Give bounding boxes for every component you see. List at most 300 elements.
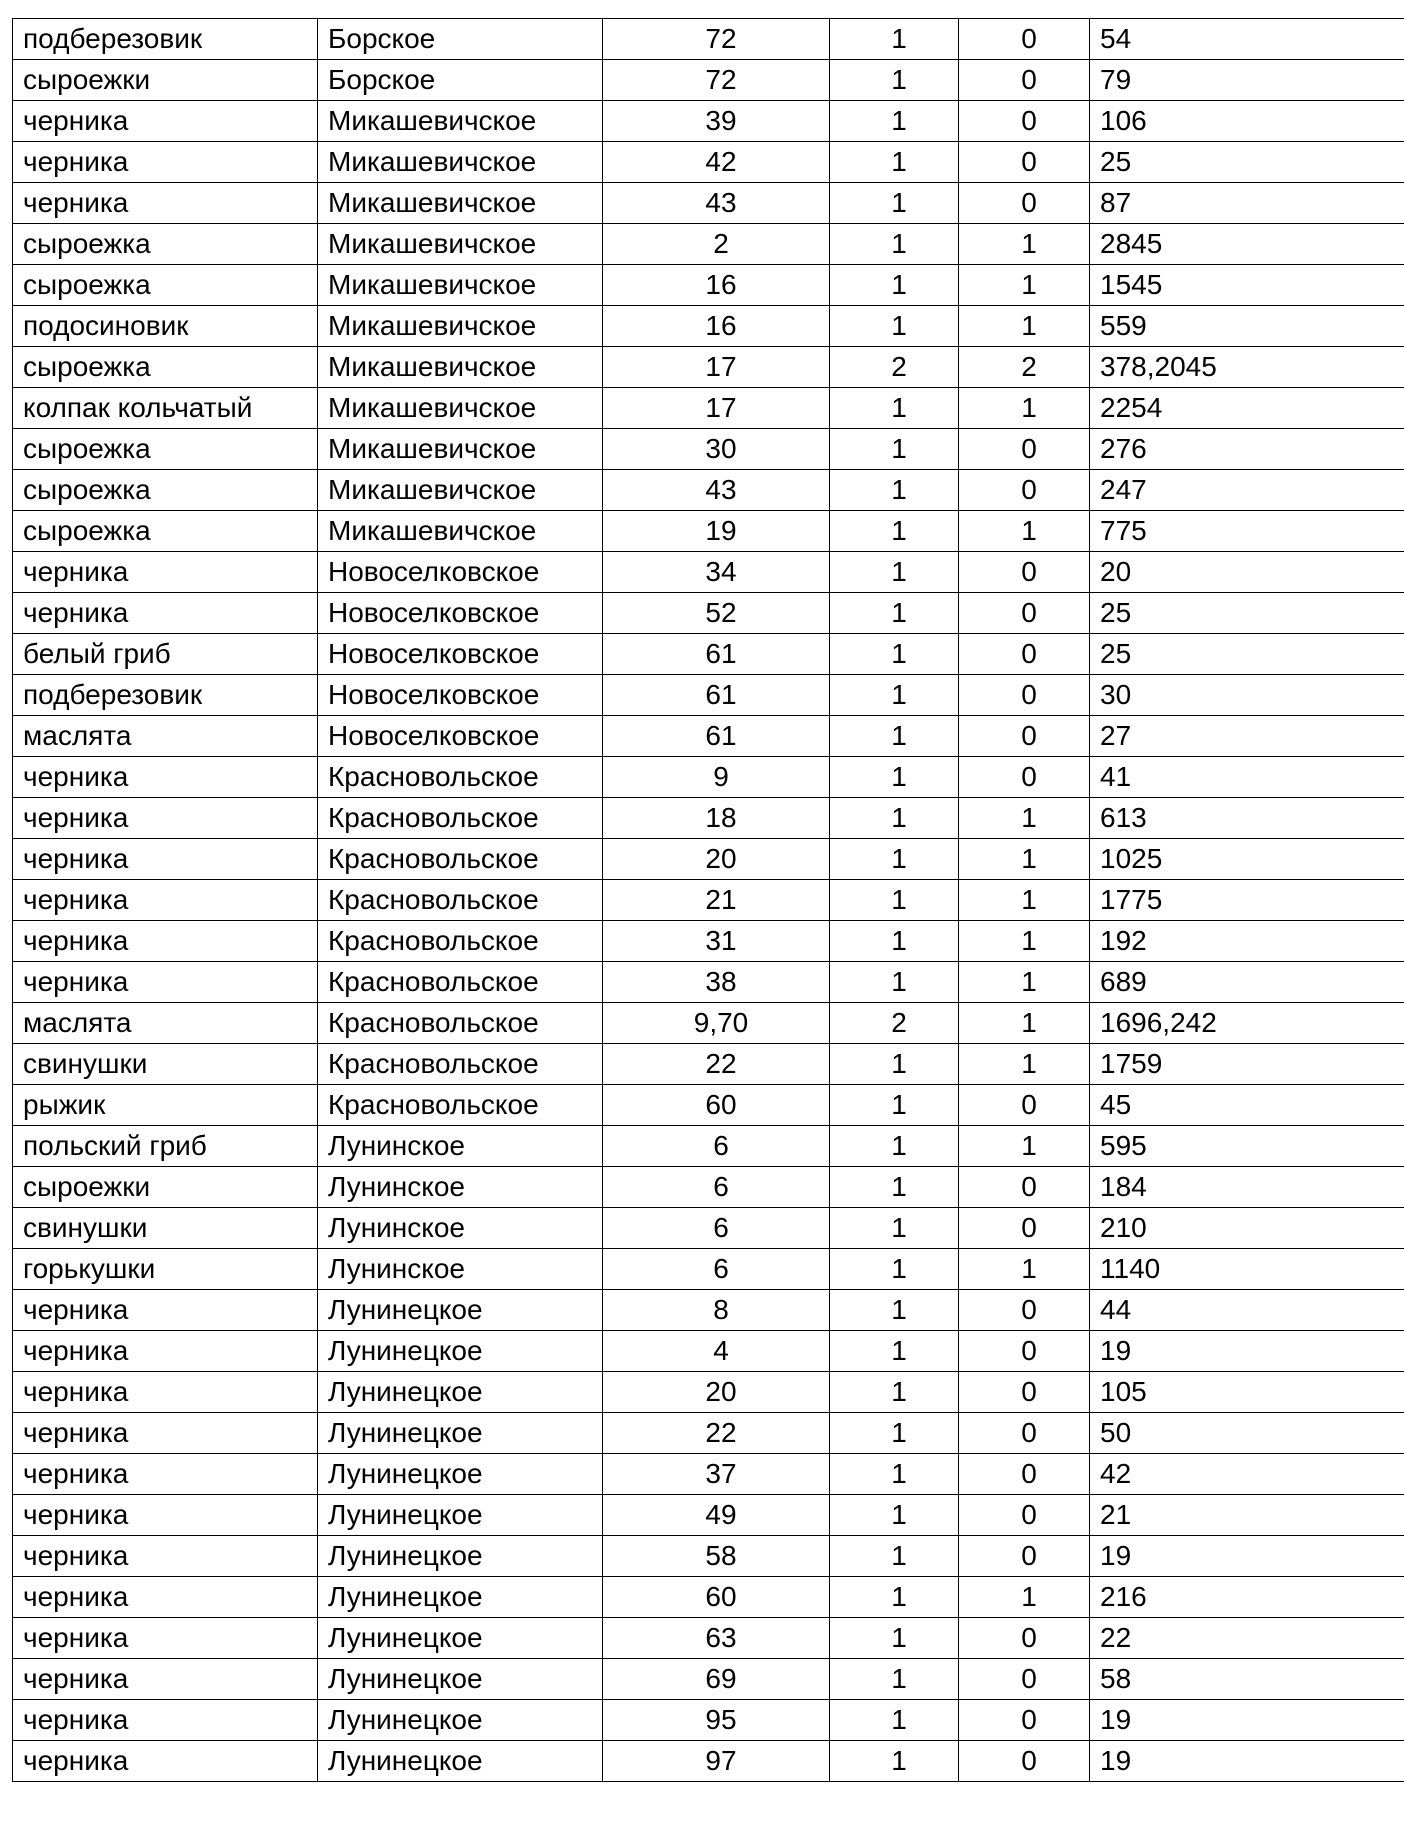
species-cell: сыроежка	[13, 224, 318, 265]
count-b-cell: 0	[959, 19, 1090, 60]
count-b-cell: 0	[959, 675, 1090, 716]
quarter-cell: 19	[603, 511, 830, 552]
forestry-cell: Красновольское	[318, 921, 603, 962]
count-b-cell: 0	[959, 1700, 1090, 1741]
count-b-cell: 0	[959, 1372, 1090, 1413]
count-b-cell: 1	[959, 1577, 1090, 1618]
quarter-cell: 9	[603, 757, 830, 798]
value-cell: 210	[1090, 1208, 1404, 1249]
value-cell: 378,2045	[1090, 347, 1404, 388]
table-row	[13, 1700, 1404, 1741]
forestry-cell: Лунинецкое	[318, 1290, 603, 1331]
count-a-cell: 1	[830, 101, 959, 142]
count-a-cell: 1	[830, 1413, 959, 1454]
forestry-cell: Микашевичское	[318, 429, 603, 470]
species-cell: черника	[13, 839, 318, 880]
value-cell: 19	[1090, 1741, 1404, 1782]
table-row	[13, 1331, 1404, 1372]
table-row	[13, 1659, 1404, 1700]
count-a-cell: 1	[830, 60, 959, 101]
value-cell: 595	[1090, 1126, 1404, 1167]
table-row	[13, 1290, 1404, 1331]
forestry-cell: Лунинецкое	[318, 1618, 603, 1659]
forestry-cell: Лунинецкое	[318, 1495, 603, 1536]
species-cell: подберезовик	[13, 19, 318, 60]
value-cell: 247	[1090, 470, 1404, 511]
count-b-cell: 0	[959, 1741, 1090, 1782]
species-cell: черника	[13, 101, 318, 142]
count-b-cell: 1	[959, 388, 1090, 429]
value-cell: 775	[1090, 511, 1404, 552]
value-cell: 1775	[1090, 880, 1404, 921]
count-b-cell: 0	[959, 101, 1090, 142]
forestry-cell: Лунинецкое	[318, 1413, 603, 1454]
quarter-cell: 30	[603, 429, 830, 470]
forestry-cell: Новоселковское	[318, 593, 603, 634]
table-row	[13, 1372, 1404, 1413]
species-cell: сыроежка	[13, 511, 318, 552]
count-a-cell: 1	[830, 880, 959, 921]
count-b-cell: 1	[959, 265, 1090, 306]
table-row	[13, 1167, 1404, 1208]
quarter-cell: 9,70	[603, 1003, 830, 1044]
table-row	[13, 306, 1404, 347]
quarter-cell: 60	[603, 1577, 830, 1618]
count-b-cell: 0	[959, 1085, 1090, 1126]
value-cell: 689	[1090, 962, 1404, 1003]
count-b-cell: 1	[959, 839, 1090, 880]
value-cell: 25	[1090, 634, 1404, 675]
forestry-cell: Лунинецкое	[318, 1577, 603, 1618]
quarter-cell: 20	[603, 839, 830, 880]
count-a-cell: 1	[830, 1659, 959, 1700]
table-row	[13, 1536, 1404, 1577]
forestry-cell: Лунинское	[318, 1126, 603, 1167]
species-cell: черника	[13, 183, 318, 224]
species-cell: колпак кольчатый	[13, 388, 318, 429]
value-cell: 106	[1090, 101, 1404, 142]
forestry-cell: Микашевичское	[318, 183, 603, 224]
table-row	[13, 142, 1404, 183]
forestry-cell: Красновольское	[318, 839, 603, 880]
table-row	[13, 19, 1404, 60]
species-cell: свинушки	[13, 1208, 318, 1249]
forestry-cell: Новоселковское	[318, 716, 603, 757]
count-a-cell: 1	[830, 183, 959, 224]
quarter-cell: 39	[603, 101, 830, 142]
species-cell: черника	[13, 1454, 318, 1495]
count-a-cell: 1	[830, 634, 959, 675]
species-cell: сыроежка	[13, 265, 318, 306]
forestry-cell: Микашевичское	[318, 388, 603, 429]
forestry-cell: Борское	[318, 19, 603, 60]
quarter-cell: 58	[603, 1536, 830, 1577]
quarter-cell: 72	[603, 60, 830, 101]
count-a-cell: 1	[830, 962, 959, 1003]
table-row	[13, 716, 1404, 757]
forestry-cell: Микашевичское	[318, 306, 603, 347]
species-cell: польский гриб	[13, 1126, 318, 1167]
count-b-cell: 0	[959, 1495, 1090, 1536]
quarter-cell: 4	[603, 1331, 830, 1372]
forestry-cell: Лунинское	[318, 1249, 603, 1290]
count-b-cell: 0	[959, 757, 1090, 798]
value-cell: 1025	[1090, 839, 1404, 880]
count-a-cell: 1	[830, 1700, 959, 1741]
forestry-cell: Лунинское	[318, 1208, 603, 1249]
count-b-cell: 0	[959, 1536, 1090, 1577]
species-cell: черника	[13, 1495, 318, 1536]
quarter-cell: 43	[603, 470, 830, 511]
table-row	[13, 839, 1404, 880]
table-row	[13, 347, 1404, 388]
quarter-cell: 16	[603, 306, 830, 347]
species-cell: подберезовик	[13, 675, 318, 716]
table-row	[13, 798, 1404, 839]
value-cell: 19	[1090, 1331, 1404, 1372]
value-cell: 21	[1090, 1495, 1404, 1536]
count-a-cell: 1	[830, 593, 959, 634]
table-row	[13, 1454, 1404, 1495]
count-b-cell: 1	[959, 880, 1090, 921]
table-row	[13, 470, 1404, 511]
value-cell: 2254	[1090, 388, 1404, 429]
forestry-cell: Микашевичское	[318, 347, 603, 388]
quarter-cell: 17	[603, 347, 830, 388]
table-row	[13, 552, 1404, 593]
table-row	[13, 60, 1404, 101]
count-b-cell: 1	[959, 1044, 1090, 1085]
table-row	[13, 1126, 1404, 1167]
count-b-cell: 1	[959, 1249, 1090, 1290]
count-a-cell: 1	[830, 675, 959, 716]
quarter-cell: 22	[603, 1413, 830, 1454]
quarter-cell: 49	[603, 1495, 830, 1536]
value-cell: 20	[1090, 552, 1404, 593]
count-a-cell: 2	[830, 347, 959, 388]
species-cell: черника	[13, 962, 318, 1003]
table-row	[13, 1741, 1404, 1782]
count-b-cell: 0	[959, 552, 1090, 593]
quarter-cell: 31	[603, 921, 830, 962]
count-b-cell: 0	[959, 1618, 1090, 1659]
count-a-cell: 1	[830, 757, 959, 798]
value-cell: 1140	[1090, 1249, 1404, 1290]
value-cell: 25	[1090, 593, 1404, 634]
count-b-cell: 1	[959, 962, 1090, 1003]
count-b-cell: 0	[959, 60, 1090, 101]
count-b-cell: 0	[959, 1413, 1090, 1454]
table-row	[13, 183, 1404, 224]
table-row	[13, 593, 1404, 634]
quarter-cell: 61	[603, 675, 830, 716]
species-cell: черника	[13, 880, 318, 921]
count-a-cell: 1	[830, 306, 959, 347]
count-b-cell: 1	[959, 306, 1090, 347]
species-cell: черника	[13, 757, 318, 798]
count-a-cell: 1	[830, 1085, 959, 1126]
forestry-cell: Новоселковское	[318, 552, 603, 593]
count-b-cell: 1	[959, 1126, 1090, 1167]
count-a-cell: 1	[830, 224, 959, 265]
species-cell: белый гриб	[13, 634, 318, 675]
value-cell: 22	[1090, 1618, 1404, 1659]
value-cell: 276	[1090, 429, 1404, 470]
count-a-cell: 1	[830, 511, 959, 552]
forestry-cell: Лунинецкое	[318, 1700, 603, 1741]
forestry-cell: Микашевичское	[318, 511, 603, 552]
value-cell: 50	[1090, 1413, 1404, 1454]
count-b-cell: 0	[959, 142, 1090, 183]
count-b-cell: 0	[959, 183, 1090, 224]
count-b-cell: 0	[959, 1659, 1090, 1700]
table-row	[13, 880, 1404, 921]
quarter-cell: 16	[603, 265, 830, 306]
quarter-cell: 34	[603, 552, 830, 593]
count-b-cell: 1	[959, 511, 1090, 552]
count-b-cell: 0	[959, 470, 1090, 511]
quarter-cell: 63	[603, 1618, 830, 1659]
quarter-cell: 60	[603, 1085, 830, 1126]
count-a-cell: 1	[830, 19, 959, 60]
quarter-cell: 42	[603, 142, 830, 183]
species-cell: подосиновик	[13, 306, 318, 347]
quarter-cell: 2	[603, 224, 830, 265]
value-cell: 1696,242	[1090, 1003, 1404, 1044]
quarter-cell: 6	[603, 1167, 830, 1208]
quarter-cell: 6	[603, 1126, 830, 1167]
count-a-cell: 1	[830, 265, 959, 306]
table-row	[13, 265, 1404, 306]
table-row	[13, 1044, 1404, 1085]
count-a-cell: 1	[830, 798, 959, 839]
forestry-cell: Лунинецкое	[318, 1741, 603, 1782]
forestry-cell: Новоселковское	[318, 675, 603, 716]
forestry-cell: Лунинецкое	[318, 1331, 603, 1372]
table-row	[13, 921, 1404, 962]
count-a-cell: 1	[830, 1372, 959, 1413]
value-cell: 216	[1090, 1577, 1404, 1618]
quarter-cell: 97	[603, 1741, 830, 1782]
count-b-cell: 0	[959, 1208, 1090, 1249]
forestry-cell: Красновольское	[318, 1044, 603, 1085]
value-cell: 105	[1090, 1372, 1404, 1413]
table-row	[13, 224, 1404, 265]
count-a-cell: 1	[830, 1618, 959, 1659]
forestry-cell: Красновольское	[318, 880, 603, 921]
forestry-cell: Микашевичское	[318, 265, 603, 306]
value-cell: 184	[1090, 1167, 1404, 1208]
species-cell: сыроежки	[13, 60, 318, 101]
quarter-cell: 72	[603, 19, 830, 60]
quarter-cell: 61	[603, 634, 830, 675]
quarter-cell: 6	[603, 1249, 830, 1290]
forestry-cell: Микашевичское	[318, 101, 603, 142]
count-a-cell: 1	[830, 1331, 959, 1372]
value-cell: 2845	[1090, 224, 1404, 265]
quarter-cell: 8	[603, 1290, 830, 1331]
value-cell: 30	[1090, 675, 1404, 716]
table-row	[13, 675, 1404, 716]
quarter-cell: 21	[603, 880, 830, 921]
count-a-cell: 1	[830, 1044, 959, 1085]
species-cell: маслята	[13, 1003, 318, 1044]
count-b-cell: 0	[959, 1167, 1090, 1208]
forestry-cell: Микашевичское	[318, 470, 603, 511]
data-table	[12, 18, 1404, 1782]
species-cell: черника	[13, 1659, 318, 1700]
forestry-cell: Красновольское	[318, 798, 603, 839]
count-a-cell: 1	[830, 552, 959, 593]
quarter-cell: 6	[603, 1208, 830, 1249]
value-cell: 192	[1090, 921, 1404, 962]
species-cell: рыжик	[13, 1085, 318, 1126]
count-a-cell: 1	[830, 1208, 959, 1249]
table-row	[13, 511, 1404, 552]
quarter-cell: 38	[603, 962, 830, 1003]
value-cell: 27	[1090, 716, 1404, 757]
forestry-cell: Лунинецкое	[318, 1536, 603, 1577]
species-cell: сыроежка	[13, 347, 318, 388]
quarter-cell: 22	[603, 1044, 830, 1085]
count-b-cell: 0	[959, 1290, 1090, 1331]
value-cell: 44	[1090, 1290, 1404, 1331]
table-row	[13, 1495, 1404, 1536]
quarter-cell: 52	[603, 593, 830, 634]
forestry-cell: Микашевичское	[318, 142, 603, 183]
table-row	[13, 1085, 1404, 1126]
count-b-cell: 1	[959, 921, 1090, 962]
forestry-cell: Красновольское	[318, 1003, 603, 1044]
count-a-cell: 1	[830, 921, 959, 962]
species-cell: черника	[13, 552, 318, 593]
value-cell: 42	[1090, 1454, 1404, 1495]
count-a-cell: 1	[830, 1126, 959, 1167]
quarter-cell: 18	[603, 798, 830, 839]
table-row	[13, 1003, 1404, 1044]
count-a-cell: 1	[830, 388, 959, 429]
count-b-cell: 1	[959, 1003, 1090, 1044]
table-row	[13, 757, 1404, 798]
quarter-cell: 43	[603, 183, 830, 224]
value-cell: 41	[1090, 757, 1404, 798]
count-a-cell: 1	[830, 1741, 959, 1782]
count-b-cell: 0	[959, 634, 1090, 675]
count-b-cell: 1	[959, 798, 1090, 839]
species-cell: черника	[13, 1700, 318, 1741]
count-b-cell: 0	[959, 1331, 1090, 1372]
value-cell: 19	[1090, 1700, 1404, 1741]
value-cell: 25	[1090, 142, 1404, 183]
forestry-cell: Красновольское	[318, 757, 603, 798]
forestry-cell: Красновольское	[318, 1085, 603, 1126]
table-row	[13, 388, 1404, 429]
species-cell: черника	[13, 1536, 318, 1577]
table-row	[13, 962, 1404, 1003]
species-cell: сыроежки	[13, 1167, 318, 1208]
quarter-cell: 37	[603, 1454, 830, 1495]
count-a-cell: 1	[830, 1577, 959, 1618]
table-row	[13, 1413, 1404, 1454]
quarter-cell: 69	[603, 1659, 830, 1700]
count-a-cell: 1	[830, 1290, 959, 1331]
species-cell: горькушки	[13, 1249, 318, 1290]
count-b-cell: 2	[959, 347, 1090, 388]
table-row	[13, 1208, 1404, 1249]
count-a-cell: 1	[830, 839, 959, 880]
species-cell: свинушки	[13, 1044, 318, 1085]
table-body	[13, 19, 1404, 1782]
table-row	[13, 634, 1404, 675]
count-a-cell: 1	[830, 142, 959, 183]
forestry-cell: Борское	[318, 60, 603, 101]
count-a-cell: 1	[830, 716, 959, 757]
species-cell: черника	[13, 1618, 318, 1659]
value-cell: 79	[1090, 60, 1404, 101]
species-cell: маслята	[13, 716, 318, 757]
species-cell: сыроежка	[13, 470, 318, 511]
species-cell: черника	[13, 1741, 318, 1782]
quarter-cell: 95	[603, 1700, 830, 1741]
value-cell: 45	[1090, 1085, 1404, 1126]
quarter-cell: 61	[603, 716, 830, 757]
table-row	[13, 429, 1404, 470]
forestry-cell: Лунинецкое	[318, 1659, 603, 1700]
table-row	[13, 1618, 1404, 1659]
value-cell: 1759	[1090, 1044, 1404, 1085]
count-a-cell: 1	[830, 1167, 959, 1208]
species-cell: черника	[13, 1331, 318, 1372]
count-a-cell: 2	[830, 1003, 959, 1044]
forestry-cell: Микашевичское	[318, 224, 603, 265]
species-cell: черника	[13, 1372, 318, 1413]
table-row	[13, 1249, 1404, 1290]
species-cell: черника	[13, 142, 318, 183]
count-a-cell: 1	[830, 1536, 959, 1577]
species-cell: черника	[13, 593, 318, 634]
count-a-cell: 1	[830, 429, 959, 470]
value-cell: 1545	[1090, 265, 1404, 306]
forestry-cell: Лунинское	[318, 1167, 603, 1208]
count-a-cell: 1	[830, 1454, 959, 1495]
value-cell: 19	[1090, 1536, 1404, 1577]
value-cell: 58	[1090, 1659, 1404, 1700]
count-a-cell: 1	[830, 1495, 959, 1536]
count-b-cell: 0	[959, 593, 1090, 634]
forestry-cell: Красновольское	[318, 962, 603, 1003]
quarter-cell: 20	[603, 1372, 830, 1413]
count-b-cell: 1	[959, 224, 1090, 265]
species-cell: черника	[13, 798, 318, 839]
count-b-cell: 0	[959, 1454, 1090, 1495]
species-cell: сыроежка	[13, 429, 318, 470]
forestry-cell: Новоселковское	[318, 634, 603, 675]
count-b-cell: 0	[959, 716, 1090, 757]
count-b-cell: 0	[959, 429, 1090, 470]
forestry-cell: Лунинецкое	[318, 1454, 603, 1495]
quarter-cell: 17	[603, 388, 830, 429]
forestry-cell: Лунинецкое	[318, 1372, 603, 1413]
species-cell: черника	[13, 921, 318, 962]
species-cell: черника	[13, 1290, 318, 1331]
species-cell: черника	[13, 1413, 318, 1454]
value-cell: 559	[1090, 306, 1404, 347]
count-a-cell: 1	[830, 1249, 959, 1290]
species-cell: черника	[13, 1577, 318, 1618]
count-a-cell: 1	[830, 470, 959, 511]
table-row	[13, 101, 1404, 142]
value-cell: 87	[1090, 183, 1404, 224]
